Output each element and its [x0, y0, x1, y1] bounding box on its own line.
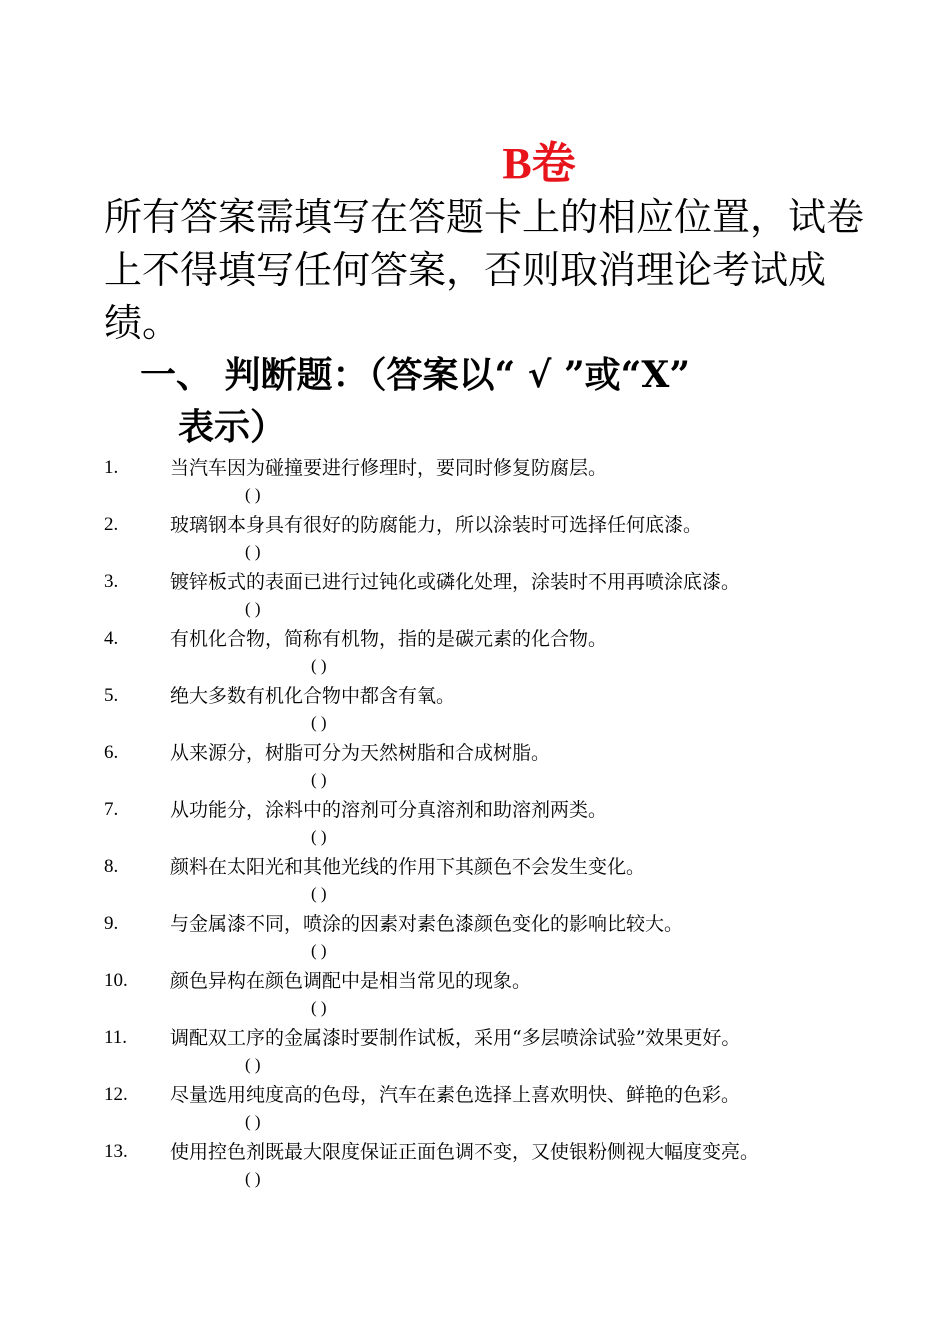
- question-number: 1.: [104, 457, 119, 478]
- answer-blank: ( ): [311, 827, 327, 846]
- question-item: [0, 911, 950, 968]
- question-number: 5.: [104, 685, 119, 706]
- question-text: 绝大多数有机化合物中都含有氧。: [170, 685, 456, 707]
- question-number: 9.: [104, 913, 119, 934]
- question-item: [0, 797, 950, 854]
- question-text: 镀锌板式的表面已进行过钝化或磷化处理，涂装时不用再喷涂底漆。: [170, 571, 741, 593]
- question-item: [0, 1139, 950, 1196]
- question-number: 8.: [104, 856, 119, 877]
- answer-blank: ( ): [245, 1112, 261, 1131]
- question-number: 2.: [104, 514, 119, 535]
- question-text: 玻璃钢本身具有很好的防腐能力，所以涂装时可选择任何底漆。: [170, 514, 703, 536]
- question-number: 4.: [104, 628, 119, 649]
- question-item: [0, 626, 950, 683]
- exam-instructions: 所有答案需填写在答题卡上的相应位置，试卷上不得填写任何答案，否则取消理论考试成绩。: [104, 195, 865, 345]
- answer-blank: ( ): [311, 884, 327, 903]
- question-item: [0, 1025, 950, 1082]
- answer-blank: ( ): [245, 1055, 261, 1074]
- section-heading-line2: 表示）: [178, 406, 287, 448]
- answer-blank: ( ): [245, 1169, 261, 1188]
- answer-blank: ( ): [311, 656, 327, 675]
- question-item: [0, 455, 950, 512]
- exam-title-text: B卷: [502, 139, 576, 188]
- question-text: 颜色异构在颜色调配中是相当常见的现象。: [170, 970, 532, 992]
- question-item: [0, 512, 950, 569]
- question-text: 与金属漆不同，喷涂的因素对素色漆颜色变化的影响比较大。: [170, 913, 684, 935]
- answer-blank: ( ): [311, 998, 327, 1017]
- answer-blank: ( ): [245, 542, 261, 561]
- question-number: 11.: [104, 1027, 128, 1048]
- question-item: [0, 854, 950, 911]
- question-number: 3.: [104, 571, 119, 592]
- question-number: 6.: [104, 742, 119, 763]
- question-number: 7.: [104, 799, 119, 820]
- question-text: 颜料在太阳光和其他光线的作用下其颜色不会发生变化。: [170, 856, 646, 878]
- answer-blank: ( ): [245, 599, 261, 618]
- question-text: 从来源分，树脂可分为天然树脂和合成树脂。: [170, 742, 551, 764]
- question-item: [0, 1082, 950, 1139]
- question-text: 调配双工序的金属漆时要制作试板，采用“多层喷涂试验”效果更好。: [170, 1027, 741, 1049]
- question-text: 尽量选用纯度高的色母，汽车在素色选择上喜欢明快、鲜艳的色彩。: [170, 1084, 741, 1106]
- exam-title: [0, 138, 950, 190]
- question-number: 12.: [104, 1084, 128, 1105]
- question-number: 13.: [104, 1141, 128, 1162]
- answer-blank: ( ): [245, 485, 261, 504]
- section-heading-line1: 一、 判断题：（答案以“ √ ”或“X”: [140, 354, 691, 396]
- answer-blank: ( ): [311, 770, 327, 789]
- question-text: 从功能分，涂料中的溶剂可分真溶剂和助溶剂两类。: [170, 799, 608, 821]
- question-text: 当汽车因为碰撞要进行修理时，要同时修复防腐层。: [170, 457, 608, 479]
- question-text: 有机化合物，简称有机物，指的是碳元素的化合物。: [170, 628, 608, 650]
- question-item: [0, 683, 950, 740]
- question-item: [0, 740, 950, 797]
- question-item: [0, 968, 950, 1025]
- section-heading-true-false: [140, 349, 880, 453]
- question-number: 10.: [104, 970, 128, 991]
- answer-blank: ( ): [311, 941, 327, 960]
- answer-blank: ( ): [311, 713, 327, 732]
- question-text: 使用控色剂既最大限度保证正面色调不变，又使银粉侧视大幅度变亮。: [170, 1141, 760, 1163]
- question-item: [0, 569, 950, 626]
